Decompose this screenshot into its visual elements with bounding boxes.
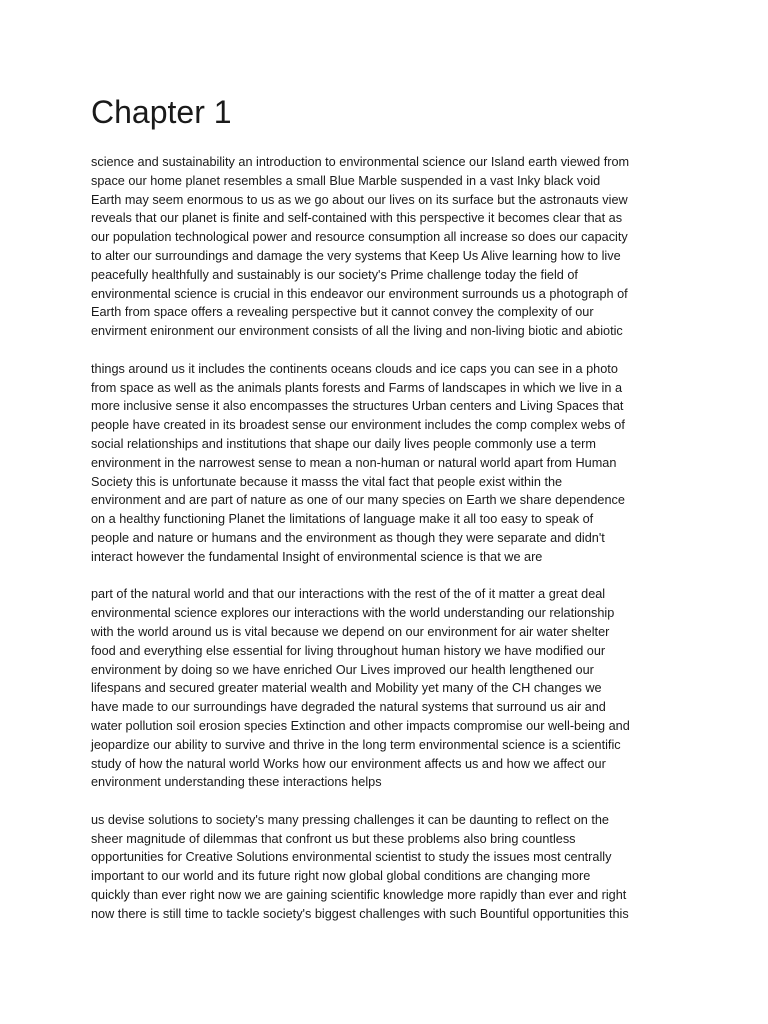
text-line: Earth from space offers a revealing perspective but it cannot convey the complexity of our — [91, 305, 594, 320]
text-line: peacefully healthfully and sustainably is our society's Prime challenge today the field of — [91, 267, 578, 282]
paragraph — [91, 585, 691, 792]
text-line: interact however the fundamental Insight of environmental science is that we are — [91, 549, 543, 564]
text-line: things around us it includes the continents oceans clouds and ice caps you can see in a photo — [91, 361, 618, 376]
text-line: to alter our surroundings and damage the very systems that Keep Us Alive learning how to live — [91, 248, 621, 263]
text-line: us devise solutions to society's many pressing challenges it can be daunting to reflect on the — [91, 812, 609, 827]
text-line: environment in the narrowest sense to mean a non-human or natural world apart from Human — [91, 455, 617, 470]
text-line: environment by doing so we have enriched Our Lives improved our health lengthened our — [91, 662, 594, 677]
text-line: people and nature or humans and the environment as though they were separate and didn't — [91, 530, 605, 545]
paragraph — [91, 153, 691, 341]
text-line: our population technological power and resource consumption all increase so does our capacity — [91, 230, 628, 245]
text-line: have made to our surroundings have degraded the natural systems that surround us air and — [91, 700, 606, 715]
text-line: with the world around us is vital because we depend on our environment for air water shelter — [91, 624, 610, 639]
text-line: science and sustainability an introduction to environmental science our Island earth viewed from — [91, 155, 630, 169]
text-line: more inclusive sense it also encompasses the structures Urban centers and Living Spaces that — [91, 399, 624, 414]
text-line: sheer magnitude of dilemmas that confront us but these problems also bring countless — [91, 831, 576, 846]
text-line: environmental science is crucial in this endeavor our environment surrounds us a photograph of — [91, 286, 628, 301]
text-line: social relationships and institutions that shape our daily lives people commonly use a term — [91, 436, 596, 451]
text-line: part of the natural world and that our interactions with the rest of the of it matter a great deal — [91, 587, 606, 602]
text-line: Earth may seem enormous to us as we go about our lives on its surface but the astronauts view — [91, 192, 628, 207]
text-line: study of how the natural world Works how our environment affects us and how we affect our — [91, 756, 606, 771]
chapter-title: Chapter 1 — [91, 94, 232, 130]
text-line: opportunities for Creative Solutions environmental scientist to study the issues most centrally — [91, 850, 612, 865]
text-line: Society this is unfortunate because it masss the vital fact that people exist within the — [91, 474, 563, 489]
text-line: environmental science explores our interactions with the world understanding our relationship — [91, 606, 615, 621]
text-line: jeopardize our ability to survive and thrive in the long term environmental science is a scientific — [91, 737, 621, 752]
text-line: envirment enironment our environment consists of all the living and non-living biotic and abiotic — [91, 324, 623, 339]
text-line: space our home planet resembles a small Blue Marble suspended in a vast Inky black void — [91, 173, 601, 188]
text-line: lifespans and secured greater material wealth and Mobility yet many of the CH changes we — [91, 681, 602, 696]
paragraph — [91, 360, 691, 567]
text-line: environment and are part of nature as one of our many species on Earth we share dependence — [91, 493, 625, 508]
text-line: now there is still time to tackle society's biggest challenges with such Bountiful opportunities this — [91, 906, 629, 921]
text-line: quickly than ever right now we are gaining scientific knowledge more rapidly than ever and right — [91, 888, 627, 903]
text-line: food and everything else essential for living throughout human history we have modified our — [91, 643, 606, 658]
text-line: water pollution soil erosion species Extinction and other impacts compromise our well-being and — [91, 718, 630, 733]
text-line: important to our world and its future right now global global conditions are changing more — [91, 869, 591, 884]
text-line: people have created in its broadest sense our environment includes the comp complex webs of — [91, 418, 625, 433]
paragraph — [91, 811, 691, 924]
text-line: reveals that our planet is finite and self-contained with this perspective it becomes clear that as — [91, 211, 623, 226]
text-line: on a healthy functioning Planet the limitations of language make it all too easy to speak of — [91, 512, 594, 527]
document-page — [91, 92, 691, 942]
text-line: environment understanding these interactions helps — [91, 775, 382, 790]
document-body — [91, 153, 691, 924]
text-line: from space as well as the animals plants forests and Farms of landscapes in which we live in a — [91, 380, 623, 395]
